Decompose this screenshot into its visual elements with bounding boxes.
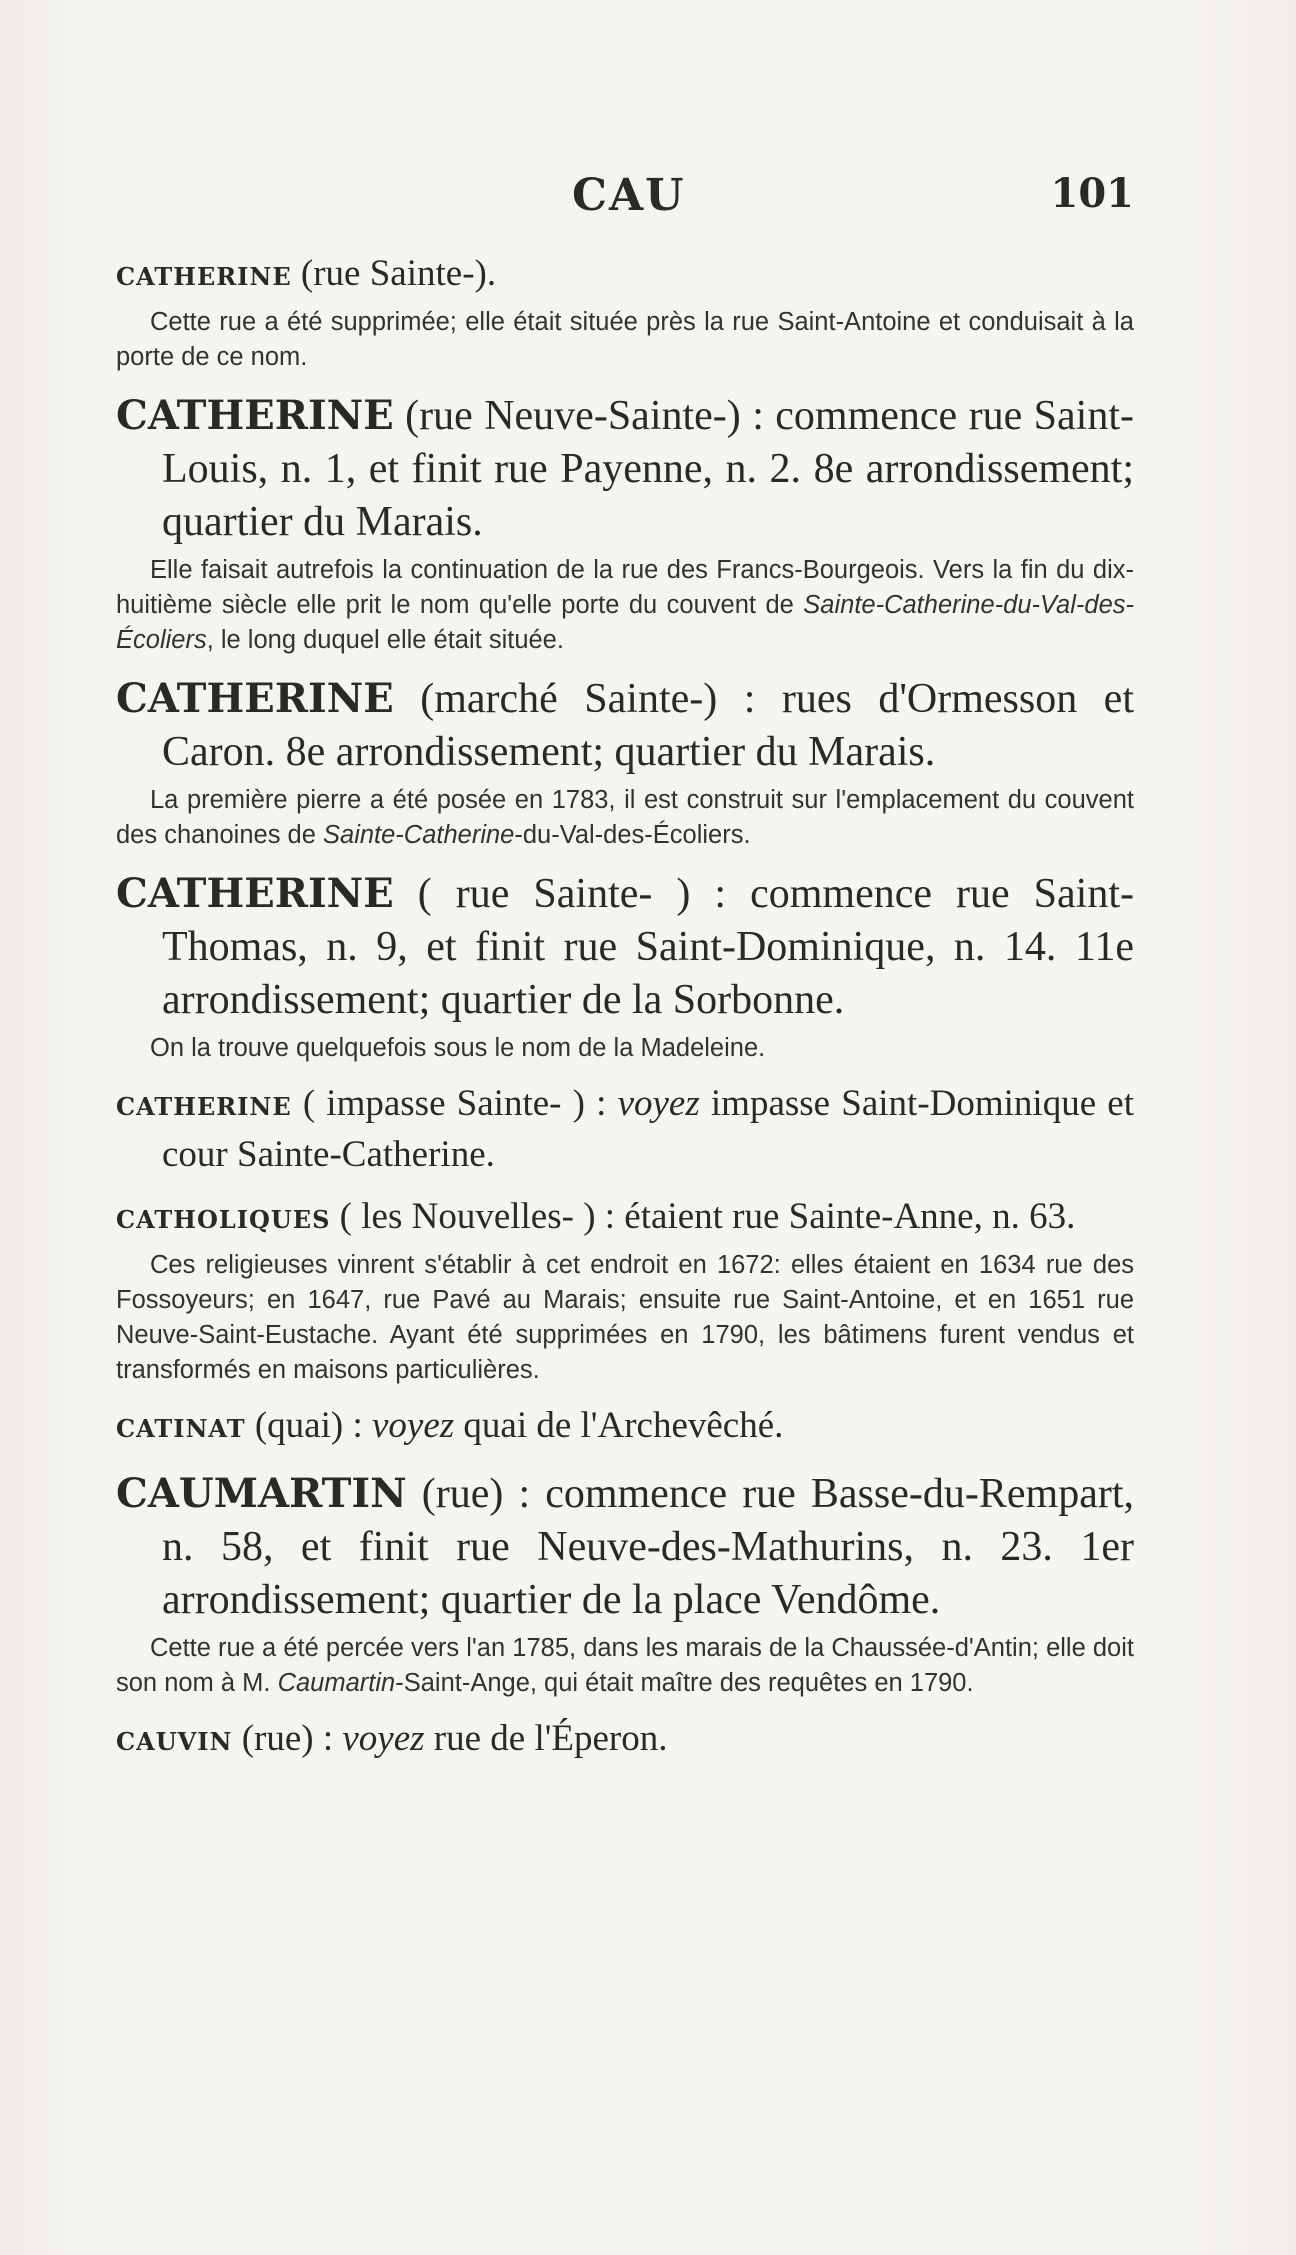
entry-name: CATHERINE bbox=[116, 262, 292, 291]
entry-catherine-marche-sainte bbox=[116, 672, 1134, 853]
entry-description: ( les Nouvelles- ) : étaient rue Sainte-Anne, n. 63. bbox=[339, 1196, 1076, 1237]
page-number: 101 bbox=[1050, 170, 1134, 217]
entry-headline bbox=[116, 1080, 1134, 1179]
note-italic: Sainte-Catherine bbox=[323, 821, 515, 849]
entry-headline bbox=[116, 1402, 1134, 1453]
entry-note bbox=[116, 783, 1134, 853]
entry-catherine-rue-neuve-sainte bbox=[116, 389, 1134, 658]
entry-cross-reference: voyez bbox=[371, 1405, 455, 1446]
entry-description: (quai) : bbox=[254, 1405, 372, 1446]
entry-name: CATHERINE bbox=[116, 870, 394, 917]
note-italic: Sainte-Catherine-du-Val-des-Écoliers bbox=[116, 591, 1134, 654]
entry-name: CATHOLIQUES bbox=[116, 1205, 331, 1234]
entry-name: CATINAT bbox=[116, 1414, 246, 1443]
entry-description: (rue Sainte-). bbox=[300, 253, 497, 294]
entry-note: Ces religieuses vinrent s'établir à cet endroit en 1672: elles étaient en 1634 rue des Fossoyeurs; en 1647, rue Pavé au Marais; ensuite rue Saint-Antoine, et en 1651 rue Neuve-Saint-Eustache. Ayant été supprimées en 1790, les bâtimens furent vendus et transformés en maisons particulières. bbox=[116, 1251, 1134, 1384]
entry-caumartin bbox=[116, 1467, 1134, 1701]
entry-name: CAUMARTIN bbox=[116, 1470, 407, 1517]
running-head: CAU bbox=[572, 170, 686, 221]
entry-description: impasse Saint-Dominique et cour Sainte-Catherine. bbox=[162, 1083, 1134, 1175]
entry-headline bbox=[116, 672, 1134, 779]
entry-cauvin bbox=[116, 1715, 1134, 1766]
entry-note bbox=[116, 1631, 1134, 1701]
note-text: -Saint-Ange, qui était maître des requêtes en 1790. bbox=[395, 1669, 974, 1697]
entry-headline bbox=[116, 250, 1134, 301]
entry-catherine-impasse-sainte bbox=[116, 1080, 1134, 1179]
entry-headline bbox=[116, 389, 1134, 549]
entry-cross-reference: voyez bbox=[617, 1083, 700, 1124]
entry-description: (rue Neuve-Sainte-) : commence rue Saint-Louis, n. 1, et finit rue Payenne, n. 2. 8e arrondissement; quartier du Marais. bbox=[162, 393, 1134, 545]
entry-name: CATHERINE bbox=[116, 1092, 292, 1121]
entry-catholiques bbox=[116, 1193, 1134, 1388]
entry-description: rue de l'Éperon. bbox=[424, 1718, 668, 1759]
entry-description: (rue) : commence rue Basse-du-Rempart, n. 58, et finit rue Neuve-des-Mathurins, n. 23. 1er arrondissement; quartier de la place Vendôme. bbox=[162, 1471, 1134, 1623]
entry-headline bbox=[116, 867, 1134, 1027]
entry-description: ( rue Sainte- ) : commence rue Saint-Thomas, n. 9, et finit rue Saint-Dominique, n. 14. 11e arrondissement; quartier de la Sorbonne. bbox=[162, 871, 1135, 1023]
note-text: Elle faisait autrefois la continuation de la rue des Francs-Bourgeois. Vers la fin du dix-huitième siècle elle prit le nom qu'elle porte du couvent de bbox=[116, 556, 1134, 619]
entry-note: Cette rue a été supprimée; elle était située près la rue Saint-Antoine et conduisait à la porte de ce nom. bbox=[116, 308, 1134, 371]
entry-catherine-rue-sainte bbox=[116, 867, 1134, 1066]
note-text: -du-Val-des-Écoliers. bbox=[514, 821, 751, 849]
entry-note bbox=[116, 553, 1134, 658]
page-header bbox=[116, 170, 1134, 230]
entry-description: (marché Sainte-) : rues d'Ormesson et Caron. 8e arrondissement; quartier du Marais. bbox=[162, 676, 1134, 775]
note-text: La première pierre a été posée en 1783, il est construit sur l'emplacement du couvent des chanoines de bbox=[116, 786, 1134, 849]
note-text: , le long duquel elle était située. bbox=[206, 626, 564, 654]
entry-headline bbox=[116, 1467, 1134, 1627]
entry-name: CATHERINE bbox=[116, 392, 394, 439]
note-italic: Caumartin bbox=[277, 1669, 396, 1697]
entry-headline bbox=[116, 1715, 1134, 1766]
entry-description: quai de l'Archevêché. bbox=[454, 1405, 784, 1446]
entry-description: (rue) : bbox=[241, 1718, 343, 1759]
entry-catherine-rue-sainte-old bbox=[116, 250, 1134, 375]
entry-catinat bbox=[116, 1402, 1134, 1453]
note-text: Cette rue a été percée vers l'an 1785, dans les marais de la Chaussée-d'Antin; elle doit son nom à M. bbox=[116, 1634, 1134, 1697]
entry-name: CATHERINE bbox=[116, 675, 394, 722]
entry-cross-reference: voyez bbox=[342, 1718, 425, 1759]
page-body bbox=[116, 250, 1134, 1780]
entry-name: CAUVIN bbox=[116, 1727, 233, 1756]
entry-description: ( impasse Sainte- ) : bbox=[302, 1083, 618, 1124]
entry-headline bbox=[116, 1193, 1134, 1244]
entry-note: On la trouve quelquefois sous le nom de la Madeleine. bbox=[150, 1034, 766, 1062]
